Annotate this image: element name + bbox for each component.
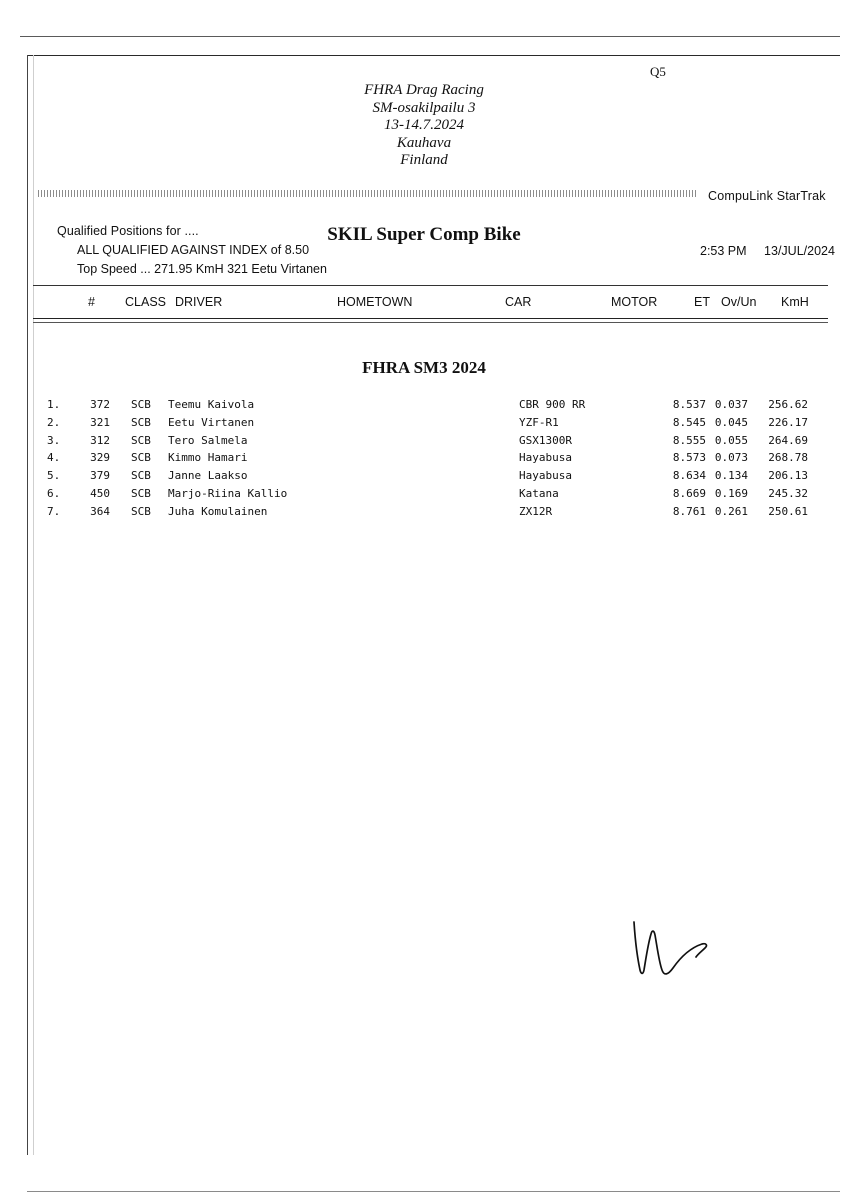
cell-kmh: 256.62: [768, 398, 808, 411]
cell-et: 8.634: [672, 469, 706, 483]
bottom-rule: [27, 1191, 840, 1192]
top-speed-label: Top Speed ... 271.95 KmH 321 Eetu Virtanen: [77, 262, 327, 276]
table-row: [0, 451, 848, 469]
signature-mark: [628, 918, 718, 988]
column-header-pos: #: [88, 295, 95, 309]
top-rule-outer: [20, 36, 840, 37]
cell-kmh: 226.17: [768, 415, 808, 429]
top-rule-inner: [27, 55, 840, 56]
cell-et: 8.537: [672, 398, 706, 411]
cell-ovun: 0.073: [714, 451, 748, 465]
cell-et: 8.555: [672, 433, 706, 447]
event-header: [0, 82, 848, 170]
cell-et: 8.573: [672, 451, 706, 465]
qualified-positions-label: Qualified Positions for ....: [57, 224, 199, 238]
column-header-et: ET: [694, 295, 710, 309]
cell-class: SCB: [131, 451, 151, 465]
hatched-divider: [38, 190, 698, 197]
cell-et: 8.545: [672, 415, 706, 429]
cell-ovun: 0.055: [714, 433, 748, 447]
cell-kmh: 206.13: [768, 469, 808, 483]
left-border-inner: [33, 55, 34, 1155]
cell-num: 372: [90, 398, 110, 411]
cell-pos: 6.: [47, 486, 61, 500]
paper-top-edge: [0, 0, 848, 8]
table-row: [0, 398, 848, 416]
cell-num: 364: [90, 504, 110, 518]
event-city: Kauhava: [396, 134, 452, 151]
section-title: FHRA SM3 2024: [362, 358, 486, 377]
table-row: [0, 416, 848, 434]
column-header-hometown: HOMETOWN: [337, 295, 413, 309]
event-subtitle: SM-osakilpailu 3: [372, 99, 476, 116]
event-country: Finland: [400, 152, 448, 168]
cell-driver: Eetu Virtanen: [168, 415, 255, 429]
cell-kmh: 264.69: [768, 433, 808, 447]
cell-pos: 4.: [47, 451, 61, 465]
left-border-outer: [27, 55, 28, 1155]
print-time: 2:53 PM: [700, 244, 747, 258]
cell-class: SCB: [131, 433, 151, 447]
cell-kmh: 245.32: [768, 486, 808, 500]
cell-kmh: 250.61: [768, 504, 808, 518]
print-timestamp: [700, 244, 835, 258]
cell-class: SCB: [131, 469, 151, 483]
table-row: [0, 469, 848, 487]
cell-driver: Tero Salmela: [168, 433, 248, 447]
header-rule-bottom-2: [33, 322, 828, 323]
cell-kmh: 268.78: [768, 451, 808, 465]
qualified-index-label: ALL QUALIFIED AGAINST INDEX of 8.50: [77, 243, 310, 257]
cell-driver: Teemu Kaivola: [168, 398, 255, 411]
table-row: [0, 487, 848, 505]
table-row: [0, 434, 848, 452]
cell-pos: 2.: [47, 415, 61, 429]
cell-car: ZX12R: [519, 504, 553, 518]
cell-pos: 5.: [47, 469, 61, 483]
header-rule-top: [33, 285, 828, 286]
cell-et: 8.669: [672, 486, 706, 500]
column-header-ovun: Ov/Un: [721, 295, 757, 309]
event-title: FHRA Drag Racing: [364, 82, 484, 98]
sheet-id: Q5: [650, 64, 666, 79]
cell-num: 321: [90, 415, 110, 429]
cell-class: SCB: [131, 415, 151, 429]
column-header-driver: DRIVER: [175, 295, 223, 309]
table-row: [0, 505, 848, 523]
cell-num: 379: [90, 469, 110, 483]
event-date: 13-14.7.2024: [384, 117, 464, 133]
table-column-headers: [0, 295, 848, 313]
print-date: 13/JUL/2024: [764, 244, 835, 258]
column-header-motor: MOTOR: [611, 295, 658, 309]
cell-driver: Juha Komulainen: [168, 504, 268, 518]
cell-num: 329: [90, 451, 110, 465]
cell-ovun: 0.261: [714, 504, 748, 518]
cell-ovun: 0.169: [714, 486, 748, 500]
cell-ovun: 0.045: [714, 415, 748, 429]
cell-driver: Kimmo Hamari: [168, 451, 248, 465]
column-header-kmh: KmH: [781, 295, 809, 309]
cell-ovun: 0.037: [714, 398, 748, 411]
column-header-class: CLASS: [125, 295, 166, 309]
cell-class: SCB: [131, 398, 151, 411]
cell-ovun: 0.134: [714, 469, 748, 483]
column-header-car: CAR: [505, 295, 532, 309]
cell-car: Hayabusa: [519, 451, 572, 465]
cell-pos: 7.: [47, 504, 61, 518]
cell-driver: Janne Laakso: [168, 469, 248, 483]
cell-pos: 3.: [47, 433, 61, 447]
cell-car: CBR 900 RR: [519, 398, 586, 411]
cell-car: YZF-R1: [519, 415, 559, 429]
cell-num: 312: [90, 433, 110, 447]
cell-pos: 1.: [47, 398, 61, 411]
timing-system-brand: CompuLink StarTrak: [708, 189, 826, 203]
cell-car: Hayabusa: [519, 469, 572, 483]
cell-et: 8.761: [672, 504, 706, 518]
results-table: [0, 398, 848, 523]
cell-car: GSX1300R: [519, 433, 572, 447]
cell-class: SCB: [131, 486, 151, 500]
header-rule-bottom-1: [33, 318, 828, 319]
cell-car: Katana: [519, 486, 559, 500]
class-title: SKIL Super Comp Bike: [327, 224, 521, 245]
cell-class: SCB: [131, 504, 151, 518]
cell-driver: Marjo-Riina Kallio: [168, 486, 288, 500]
cell-num: 450: [90, 486, 110, 500]
